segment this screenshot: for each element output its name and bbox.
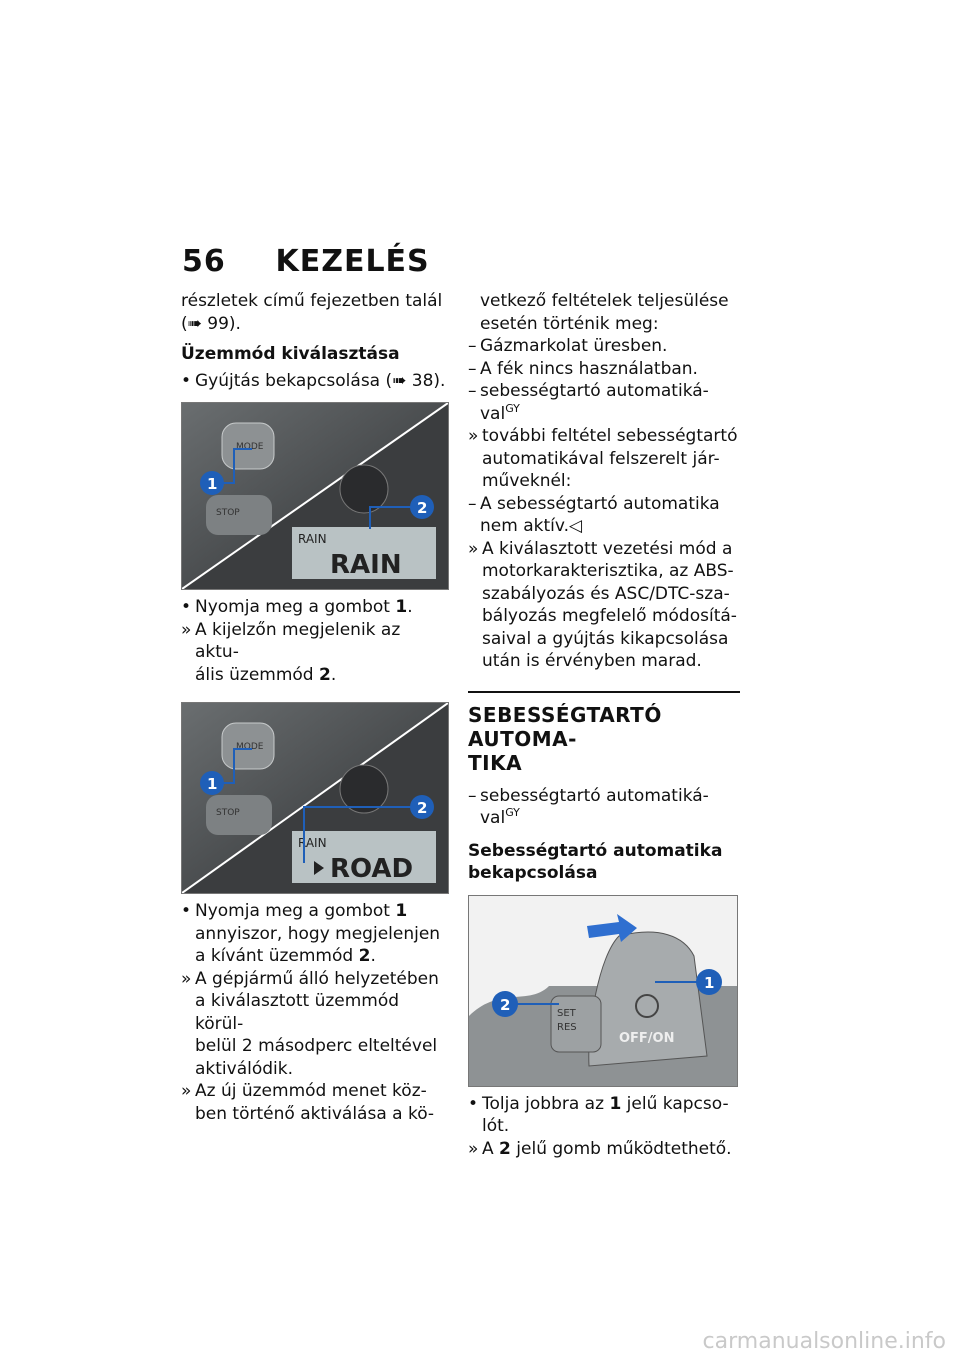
- figure-cruise-switch: [468, 895, 738, 1087]
- lcd-top-text: RAIN: [298, 532, 327, 546]
- callout-2: 2: [417, 499, 428, 517]
- result-text: A gépjármű álló helyzetében: [195, 968, 439, 989]
- condition-item: [468, 335, 740, 358]
- bullet-icon: •: [181, 370, 192, 391]
- section-title-line: TIKA: [468, 750, 523, 775]
- condition-text: sebességtartó automatiká-: [480, 785, 709, 806]
- dash-icon: –: [468, 336, 477, 356]
- left-column: [181, 290, 449, 1125]
- lcd-mode-text: RAIN: [330, 550, 402, 580]
- condition-item: [468, 785, 740, 830]
- result-text: Az új üzemmód menet köz-: [195, 1081, 427, 1101]
- subsection-heading: [468, 840, 740, 885]
- ref-number: 2: [499, 1138, 511, 1159]
- result-text: aktiválódik.: [195, 1058, 294, 1079]
- callout-1: 1: [704, 973, 715, 992]
- ref-number: 2: [319, 664, 331, 685]
- dash-icon: –: [468, 381, 477, 401]
- result-icon: »: [181, 619, 192, 640]
- stop-button-label: STOP: [216, 808, 240, 818]
- right-column: [468, 290, 740, 1160]
- section-title-line: SEBESSÉGTARTÓ AUTOMA-: [468, 702, 662, 751]
- result-item: [468, 538, 740, 673]
- condition-text: val: [480, 403, 506, 424]
- step-text: .: [370, 946, 376, 966]
- result-icon: »: [468, 538, 479, 559]
- step-text: .: [407, 597, 413, 617]
- stop-button-label: STOP: [216, 508, 240, 518]
- mode-button-label: MODE: [236, 442, 264, 452]
- step-bullet: [181, 900, 449, 968]
- page-number: 56: [182, 244, 226, 279]
- set-button-label: SET: [557, 1007, 576, 1019]
- section-heading: Üzemmód kiválasztása: [181, 344, 400, 364]
- bullet-icon: •: [468, 1093, 479, 1114]
- lcd-top-text: RAIN: [298, 836, 327, 850]
- intro-line: részletek című fejezetben talál: [181, 291, 443, 311]
- result-icon: »: [468, 426, 479, 446]
- factory-option-marker: GY: [505, 806, 520, 819]
- result-text: A kijelzőn megjelenik az aktu-: [195, 619, 401, 662]
- result-text: műveknél:: [482, 471, 572, 491]
- result-item: [181, 968, 449, 1081]
- intro-text: [181, 290, 449, 335]
- step-text: Tolja jobbra az: [482, 1093, 610, 1114]
- bullet-icon: •: [181, 597, 192, 617]
- subsection-heading-line: bekapcsolása: [468, 863, 598, 883]
- condition-text: Gázmarkolat üresben.: [480, 336, 668, 356]
- off-on-switch-label: OFF/ON: [619, 1030, 675, 1046]
- step-text: annyiszor, hogy megjelenjen: [195, 923, 441, 944]
- result-item: [181, 1080, 449, 1125]
- result-icon: »: [181, 968, 192, 989]
- mode-button-label: MODE: [236, 742, 264, 752]
- figure-mode-rain: [181, 402, 449, 590]
- result-text: saival a gyújtás kikapcsolása: [482, 628, 729, 649]
- bullet-icon: •: [181, 901, 192, 921]
- result-text: ben történő aktiválása a kö-: [195, 1103, 435, 1124]
- condition-item: [468, 358, 740, 381]
- page-header: [182, 244, 430, 279]
- result-text: A kiválasztott vezetési mód a: [482, 538, 733, 559]
- condition-text: A fék nincs használatban.: [480, 358, 698, 379]
- condition-item: [468, 493, 740, 538]
- callout-1: 1: [207, 475, 218, 493]
- ref-number: 1: [609, 1093, 622, 1114]
- step-text: Nyomja meg a gombot: [195, 901, 396, 921]
- step-bullet: [181, 370, 449, 393]
- dash-icon: –: [468, 785, 477, 806]
- figure-mode-road: [181, 702, 449, 894]
- result-item: [468, 1138, 740, 1161]
- intro-ref-link[interactable]: (➠ 99).: [181, 313, 241, 334]
- condition-item: [468, 380, 740, 425]
- result-text: .: [330, 664, 337, 685]
- continued-line: vetkező feltételek teljesülése: [480, 291, 729, 311]
- result-text: után is érvényben marad.: [482, 651, 702, 671]
- result-icon: »: [181, 1081, 192, 1101]
- callout-2: 2: [417, 799, 428, 817]
- result-text: további feltétel sebességtartó: [482, 426, 738, 446]
- result-icon: »: [468, 1138, 479, 1159]
- section-title: [468, 691, 740, 775]
- step-text: lót.: [482, 1116, 510, 1136]
- lcd-mode-text: ROAD: [330, 854, 414, 884]
- result-text: bályozás megfelelő módosítá-: [482, 606, 737, 626]
- step-text: Gyújtás bekapcsolása (➠ 38).: [195, 370, 446, 391]
- result-text: automatikával felszerelt jár-: [482, 448, 720, 469]
- res-button-label: RES: [557, 1021, 577, 1033]
- dash-icon: –: [468, 358, 477, 379]
- continued-text: [480, 290, 740, 335]
- result-text: ális üzemmód: [195, 664, 319, 685]
- result-text: A: [482, 1138, 500, 1159]
- result-text: szabályozás és ASC/DTC-sza-: [482, 583, 730, 604]
- step-bullet: [181, 596, 449, 619]
- ref-number: 2: [358, 946, 371, 966]
- step-text: a kívánt üzemmód: [195, 946, 359, 966]
- chapter-title: KEZELÉS: [275, 244, 430, 279]
- result-text: motorkarakterisztika, az ABS-: [482, 561, 734, 581]
- step-bullet: [468, 1093, 740, 1138]
- ref-number: 1: [395, 901, 408, 921]
- factory-option-marker: GY: [505, 401, 520, 415]
- result-item: [468, 425, 740, 493]
- result-item: [181, 619, 449, 687]
- condition-text: sebességtartó automatiká-: [480, 381, 709, 401]
- callout-1: 1: [207, 775, 218, 793]
- step-text: jelű kapcso-: [621, 1093, 729, 1114]
- result-text: jelű gomb működtethető.: [510, 1138, 732, 1159]
- condition-text: val: [480, 808, 506, 828]
- subsection-heading-line: Sebességtartó automatika: [468, 840, 723, 861]
- continued-line: esetén történik meg:: [480, 313, 659, 334]
- step-text: Nyomja meg a gombot: [195, 597, 396, 617]
- condition-text: A sebességtartó automatika: [480, 493, 720, 514]
- result-text: a kiválasztott üzemmód körül-: [195, 991, 400, 1034]
- ref-number: 1: [395, 597, 408, 617]
- result-text: belül 2 másodperc elteltével: [195, 1036, 438, 1056]
- callout-2: 2: [500, 995, 511, 1014]
- dash-icon: –: [468, 493, 477, 514]
- watermark: carmanualsonline.info: [702, 1329, 946, 1354]
- condition-text: nem aktív.◁: [480, 516, 583, 536]
